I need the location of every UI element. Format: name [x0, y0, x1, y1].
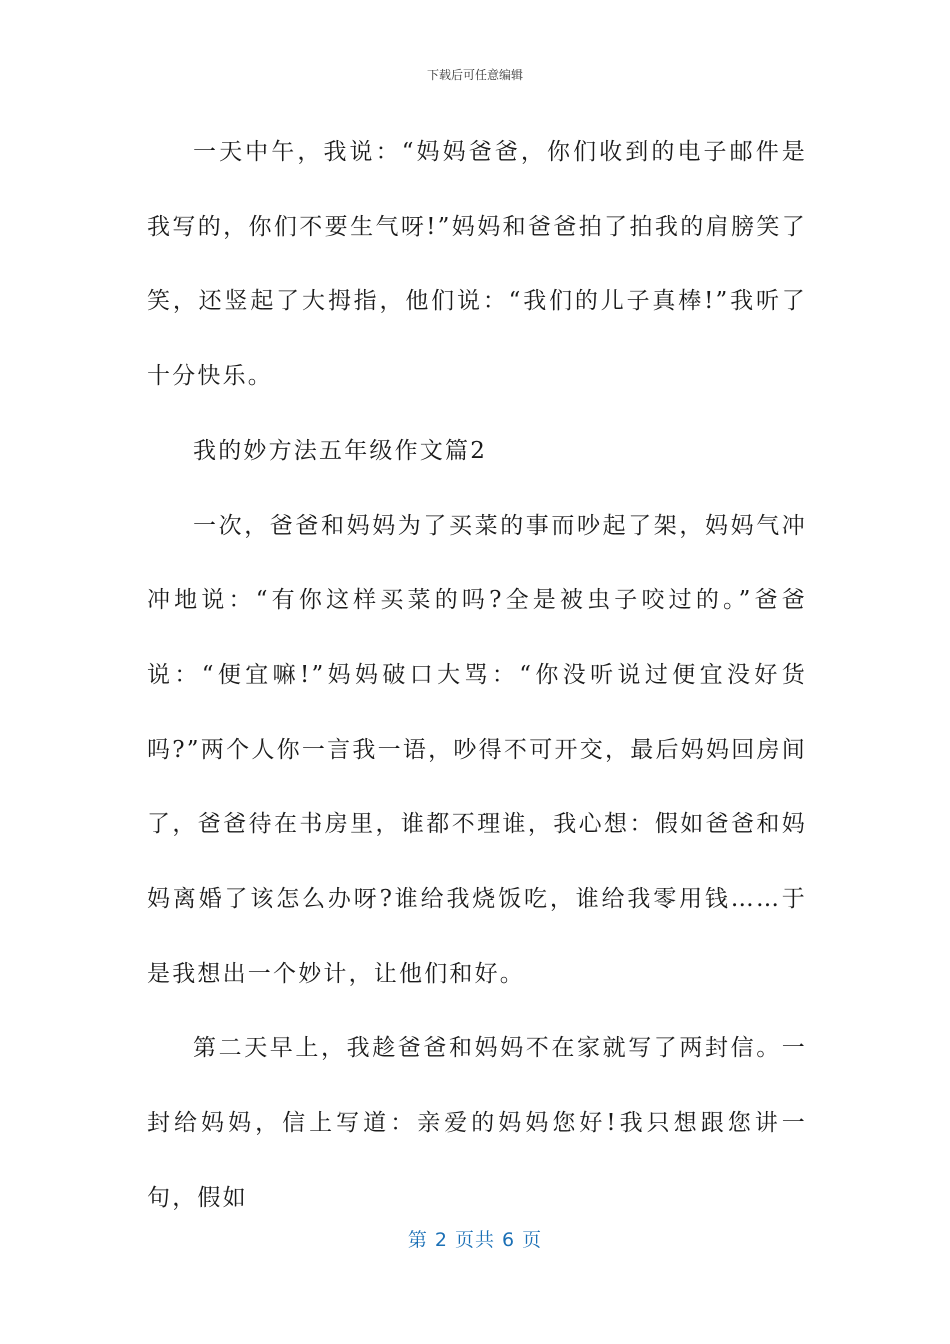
paragraph: 一次，爸爸和妈妈为了买菜的事而吵起了架，妈妈气冲冲地说：“有你这样买菜的吗?全是被虫子咬过的。”爸爸说：“便宜嘛!”妈妈破口大骂：“你没听说过便宜没好货吗?”两个人你一言我一语，吵得不可开交，最后妈妈回房间了，爸爸待在书房里，谁都不理谁，我心想：假如爸爸和妈妈离婚了该怎么办呀?谁给我烧饭吃，谁给我零用钱……于是我想出一个妙计，让他们和好。 [147, 512, 807, 987]
section-heading: 我的妙方法五年级作文篇2 [193, 437, 488, 464]
page-number-footer: 第 2 页共 6 页 [407, 1229, 543, 1251]
document-body [147, 115, 807, 1236]
paragraph: 一天中午，我说：“妈妈爸爸，你们收到的电子邮件是我写的，你们不要生气呀!”妈妈和爸爸拍了拍我的肩膀笑了笑，还竖起了大拇指，他们说：“我们的儿子真棒!”我听了十分快乐。 [147, 139, 807, 390]
paragraph: 第二天早上，我趁爸爸和妈妈不在家就写了两封信。一封给妈妈，信上写道：亲爱的妈妈您好!我只想跟您讲一句，假如 [147, 1035, 807, 1211]
page-header: 下载后可任意编辑 [426, 68, 523, 82]
